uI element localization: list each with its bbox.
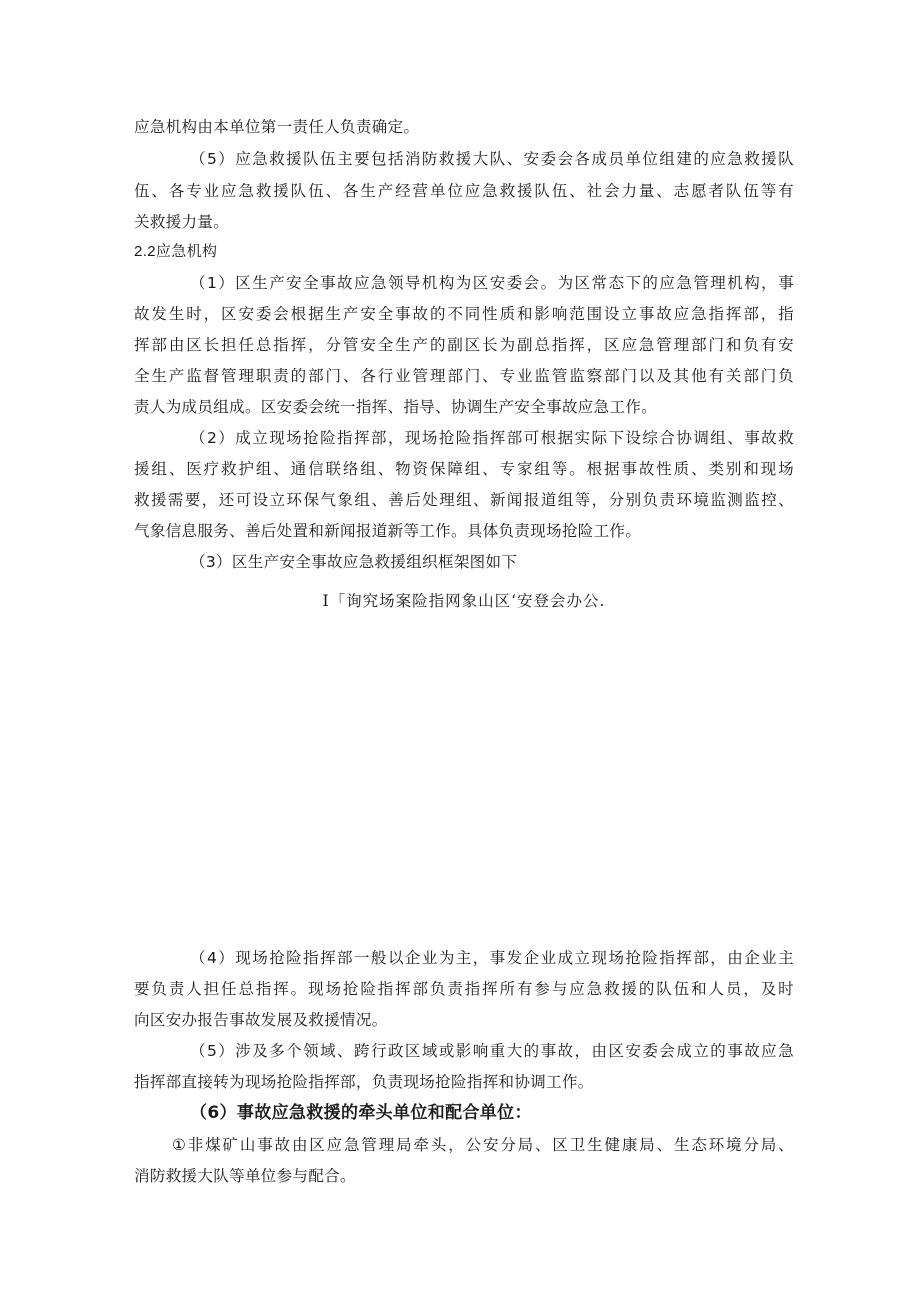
section-heading: 2.2应急机构 bbox=[134, 243, 218, 260]
paragraph-line: 应急机构由本单位第一责任人负责确定。 bbox=[134, 118, 420, 136]
paragraph-line: 气象信息服务、善后处置和新闻报道新等工作。具体负责现场抢险工作。 bbox=[134, 522, 642, 540]
paragraph-line: 向区安办报告事故发展及救援情况。 bbox=[134, 1011, 388, 1029]
paragraph-line: ①非煤矿山事故由区应急管理局牵头，公安分局、区卫生健康局、生态环境分局、 bbox=[172, 1136, 794, 1154]
paragraph-line: （1）区生产安全事故应急领导机构为区安委会。为区常态下的应急管理机构，事 bbox=[190, 274, 794, 292]
paragraph-line: 故发生时，区安委会根据生产安全事故的不同性质和影响范围设立事故应急指挥部，指 bbox=[134, 305, 794, 323]
paragraph-line: 指挥部直接转为现场抢险指挥部，负责现场抢险指挥和协调工作。 bbox=[134, 1073, 594, 1091]
paragraph-line: （4）现场抢险指挥部一般以企业为主，事发企业成立现场抢险指挥部，由企业主 bbox=[190, 949, 794, 967]
paragraph-line: （6）事故应急救援的牵头单位和配合单位： bbox=[190, 1103, 532, 1123]
org-chart-placeholder bbox=[134, 620, 794, 930]
paragraph-line: 救援需要，还可设立环保气象组、善后处理组、新闻报道组等，分别负责环境监测监控、 bbox=[134, 491, 794, 509]
paragraph-line: 援组、医疗救护组、通信联络组、物资保障组、专家组等。根据事故性质、类别和现场 bbox=[134, 460, 794, 478]
paragraph-line: 挥部由区长担任总指挥，分管安全生产的副区长为副总指挥，区应急管理部门和负有安 bbox=[134, 336, 794, 354]
paragraph-line: 要负责人担任总指挥。现场抢险指挥部负责指挥所有参与应急救援的队伍和人员，及时 bbox=[134, 980, 794, 998]
paragraph-line: 伍、各专业应急救援队伍、各生产经营单位应急救援队伍、社会力量、志愿者队伍等有 bbox=[134, 182, 794, 200]
paragraph-line: 关救援力量。 bbox=[134, 213, 230, 231]
paragraph-line: 责人为成员组成。区安委会统一指挥、指导、协调生产安全事故应急工作。 bbox=[134, 398, 658, 416]
paragraph-line: （2）成立现场抢险指挥部，现场抢险指挥部可根据实际下设综合协调组、事故救 bbox=[190, 429, 794, 447]
paragraph-line: （5）应急救援队伍主要包括消防救援大队、安委会各成员单位组建的应急救援队 bbox=[190, 150, 794, 168]
paragraph-line: 消防救援大队等单位参与配合。 bbox=[134, 1167, 356, 1185]
paragraph-line: （5）涉及多个领域、跨行政区域或影响重大的事故，由区安委会成立的事故应急 bbox=[190, 1042, 794, 1060]
paragraph-line: （3）区生产安全事故应急救援组织框架图如下 bbox=[190, 553, 518, 571]
figure-caption-ocr: I「询究场案险指网象山区‘安登会办公. bbox=[322, 592, 606, 610]
paragraph-line: 全生产监督管理职责的部门、各行业管理部门、专业监管监察部门以及其他有关部门负 bbox=[134, 367, 794, 385]
